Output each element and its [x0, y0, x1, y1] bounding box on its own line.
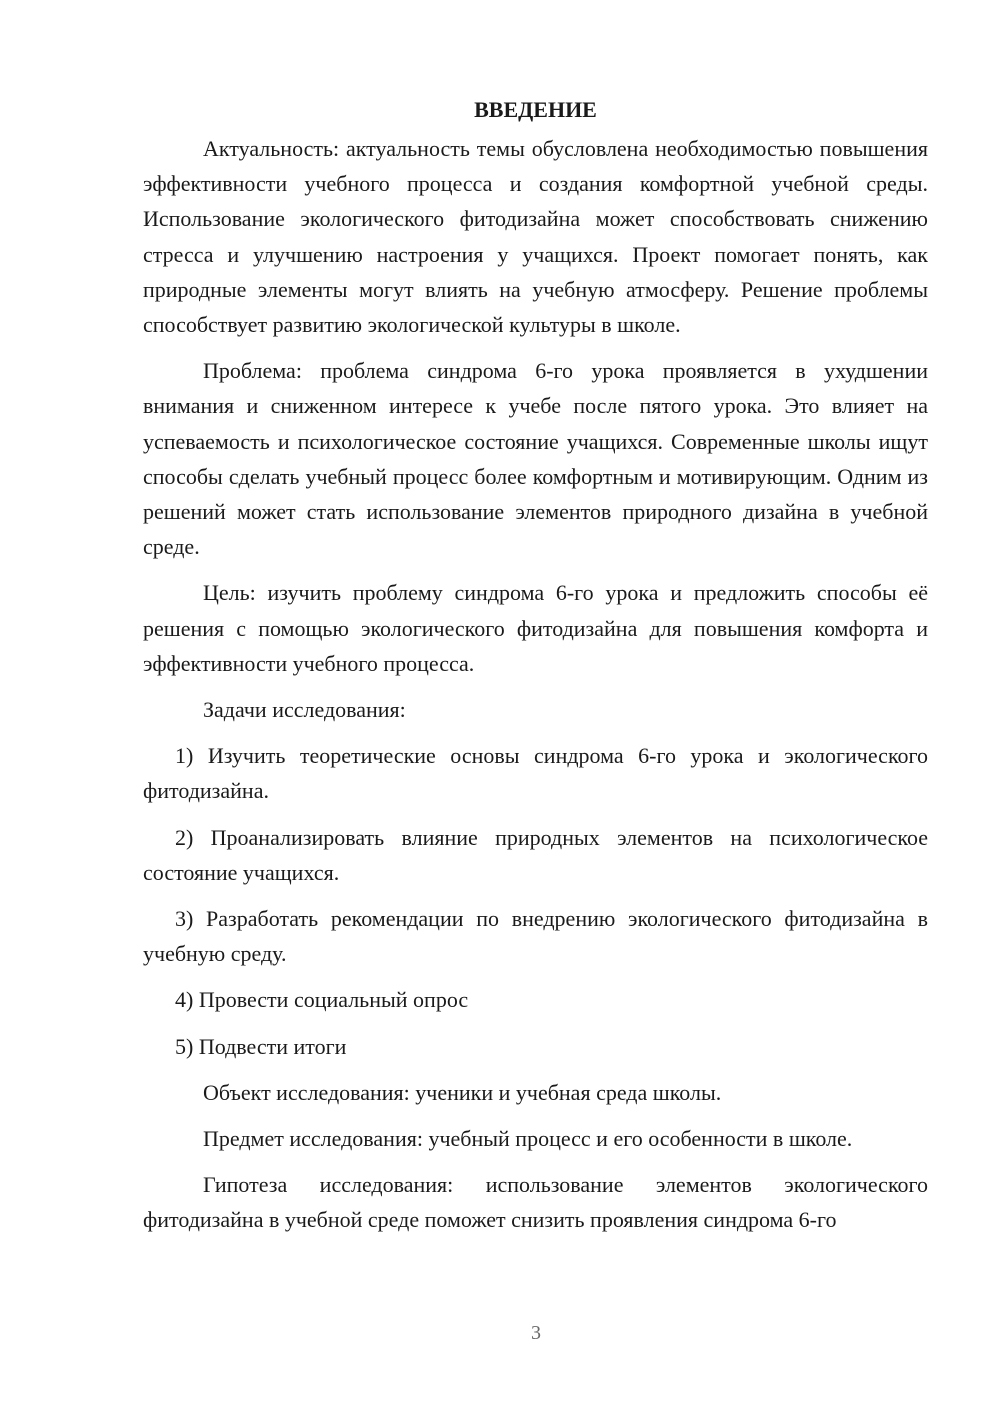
task-item-4: 4) Провести социальный опрос	[175, 987, 469, 1013]
document-page	[143, 92, 928, 1249]
tasks-heading: Задачи исследования:	[203, 697, 406, 723]
paragraph-problem: Проблема: проблема синдрома 6-го урока проявляется в ухудшении внимания и сниженном интересе к учебе после пятого урока. Это влияет на успеваемость и психологическое состояние учащихся. Современные школы ищут способы сделать учебный процесс более комфортным и мотивирующим. Одним из решений может стать использование элементов природного дизайна в учебной среде.	[143, 358, 928, 560]
paragraph-goal: Цель: изучить проблему синдрома 6-го урока и предложить способы её решения с помощью экологического фитодизайна для повышения комфорта и эффективности учебного процесса.	[143, 580, 928, 676]
task-item-5: 5) Подвести итоги	[175, 1033, 347, 1059]
task-item-3: 3) Разработать рекомендации по внедрению экологического фитодизайна в учебную среду.	[143, 906, 928, 967]
page-title: ВВЕДЕНИЕ	[474, 97, 597, 122]
paragraph-object: Объект исследования: ученики и учебная среда школы.	[203, 1079, 722, 1105]
task-item-2: 2) Проанализировать влияние природных элементов на психологическое состояние учащихся.	[143, 824, 928, 885]
page-number: 3	[531, 1322, 541, 1344]
task-item-1: 1) Изучить теоретические основы синдрома 6-го урока и экологического фитодизайна.	[143, 743, 928, 804]
paragraph-hypothesis: Гипотеза исследования: использование элементов экологического фитодизайна в учебной среде поможет снизить проявления синдрома 6-го	[143, 1172, 928, 1233]
paragraph-relevance: Актуальность: актуальность темы обусловлена необходимостью повышения эффективности учебного процесса и создания комфортной учебной среды. Использование экологического фитодизайна может способствовать снижению стресса и улучшению настроения у учащихся. Проект помогает понять, как природные элементы могут влиять на учебную атмосферу. Решение проблемы способствует развитию экологической культуры в школе.	[143, 136, 928, 338]
paragraph-subject: Предмет исследования: учебный процесс и его особенности в школе.	[203, 1126, 853, 1152]
